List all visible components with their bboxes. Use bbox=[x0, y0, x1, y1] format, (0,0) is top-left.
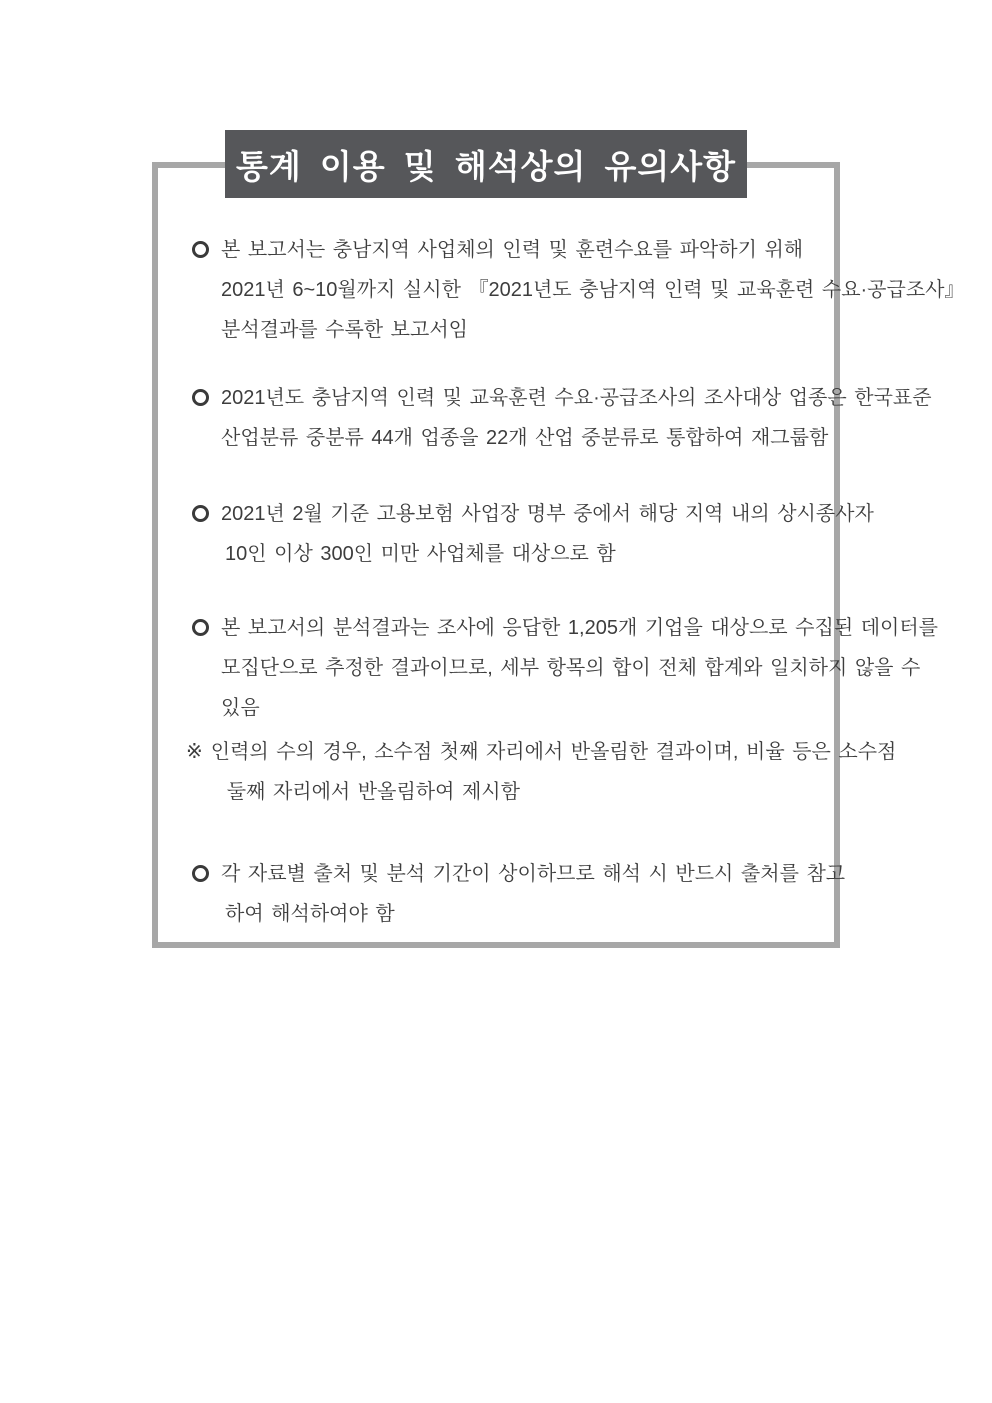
bullet-item bbox=[192, 378, 932, 458]
footnote-item bbox=[186, 732, 897, 812]
bullet-line: 본 보고서의 분석결과는 조사에 응답한 1,205개 기업을 대상으로 수집된 데이터를 bbox=[221, 617, 938, 639]
bullet-line: 각 자료별 출처 및 분석 기간이 상이하므로 해석 시 반드시 출처를 참고 bbox=[221, 863, 846, 885]
bullet-text bbox=[221, 854, 845, 934]
bullet-line: 2021년 2월 기준 고용보험 사업장 명부 중에서 해당 지역 내의 상시종사자 bbox=[221, 503, 874, 525]
page-title: 통계 이용 및 해석상의 유의사항 bbox=[235, 147, 737, 185]
bullet-line: 산업분류 중분류 44개 업종을 22개 산업 중분류로 통합하여 재그룹함 bbox=[221, 427, 829, 449]
notes-frame bbox=[152, 162, 965, 948]
bullet-text bbox=[221, 378, 932, 458]
bullet-line: 하여 해석하여야 함 bbox=[225, 903, 395, 925]
bullet-line: 2021년도 충남지역 인력 및 교육훈련 수요·공급조사의 조사대상 업종은 한국표준 bbox=[221, 387, 932, 409]
footnote-text bbox=[211, 732, 897, 812]
bullet-text bbox=[221, 608, 938, 728]
circle-bullet-icon bbox=[192, 505, 209, 522]
circle-bullet-icon bbox=[192, 389, 209, 406]
bullet-line: 2021년 6~10월까지 실시한 『2021년도 충남지역 인력 및 교육훈련 수요·공급조사』 bbox=[221, 279, 965, 301]
circle-bullet-icon bbox=[192, 865, 209, 882]
bullet-item bbox=[192, 608, 938, 728]
circle-bullet-icon bbox=[192, 619, 209, 636]
footnote-line: 둘째 자리에서 반올림하여 제시함 bbox=[226, 781, 520, 803]
section-title-banner bbox=[225, 130, 747, 198]
bullet-line: 본 보고서는 충남지역 사업체의 인력 및 훈련수요를 파악하기 위해 bbox=[221, 239, 804, 261]
footnote-line: 인력의 수의 경우, 소수점 첫째 자리에서 반올림한 결과이며, 비율 등은 소수점 bbox=[210, 741, 897, 763]
notes-content bbox=[158, 168, 965, 934]
bullet-item bbox=[192, 494, 874, 574]
bullet-item bbox=[192, 230, 965, 350]
bullet-line: 모집단으로 추정한 결과이므로, 세부 항목의 합이 전체 합계와 일치하지 않을 수 bbox=[221, 657, 921, 679]
circle-bullet-icon bbox=[192, 241, 209, 258]
reference-mark-icon: ※ bbox=[186, 741, 203, 763]
bullet-line: 10인 이상 300인 미만 사업체를 대상으로 함 bbox=[225, 543, 616, 565]
bullet-line: 분석결과를 수록한 보고서임 bbox=[221, 319, 468, 341]
bullet-line: 있음 bbox=[221, 697, 260, 719]
bullet-text bbox=[221, 494, 874, 574]
bullet-text bbox=[221, 230, 964, 350]
bullet-item bbox=[192, 854, 846, 934]
